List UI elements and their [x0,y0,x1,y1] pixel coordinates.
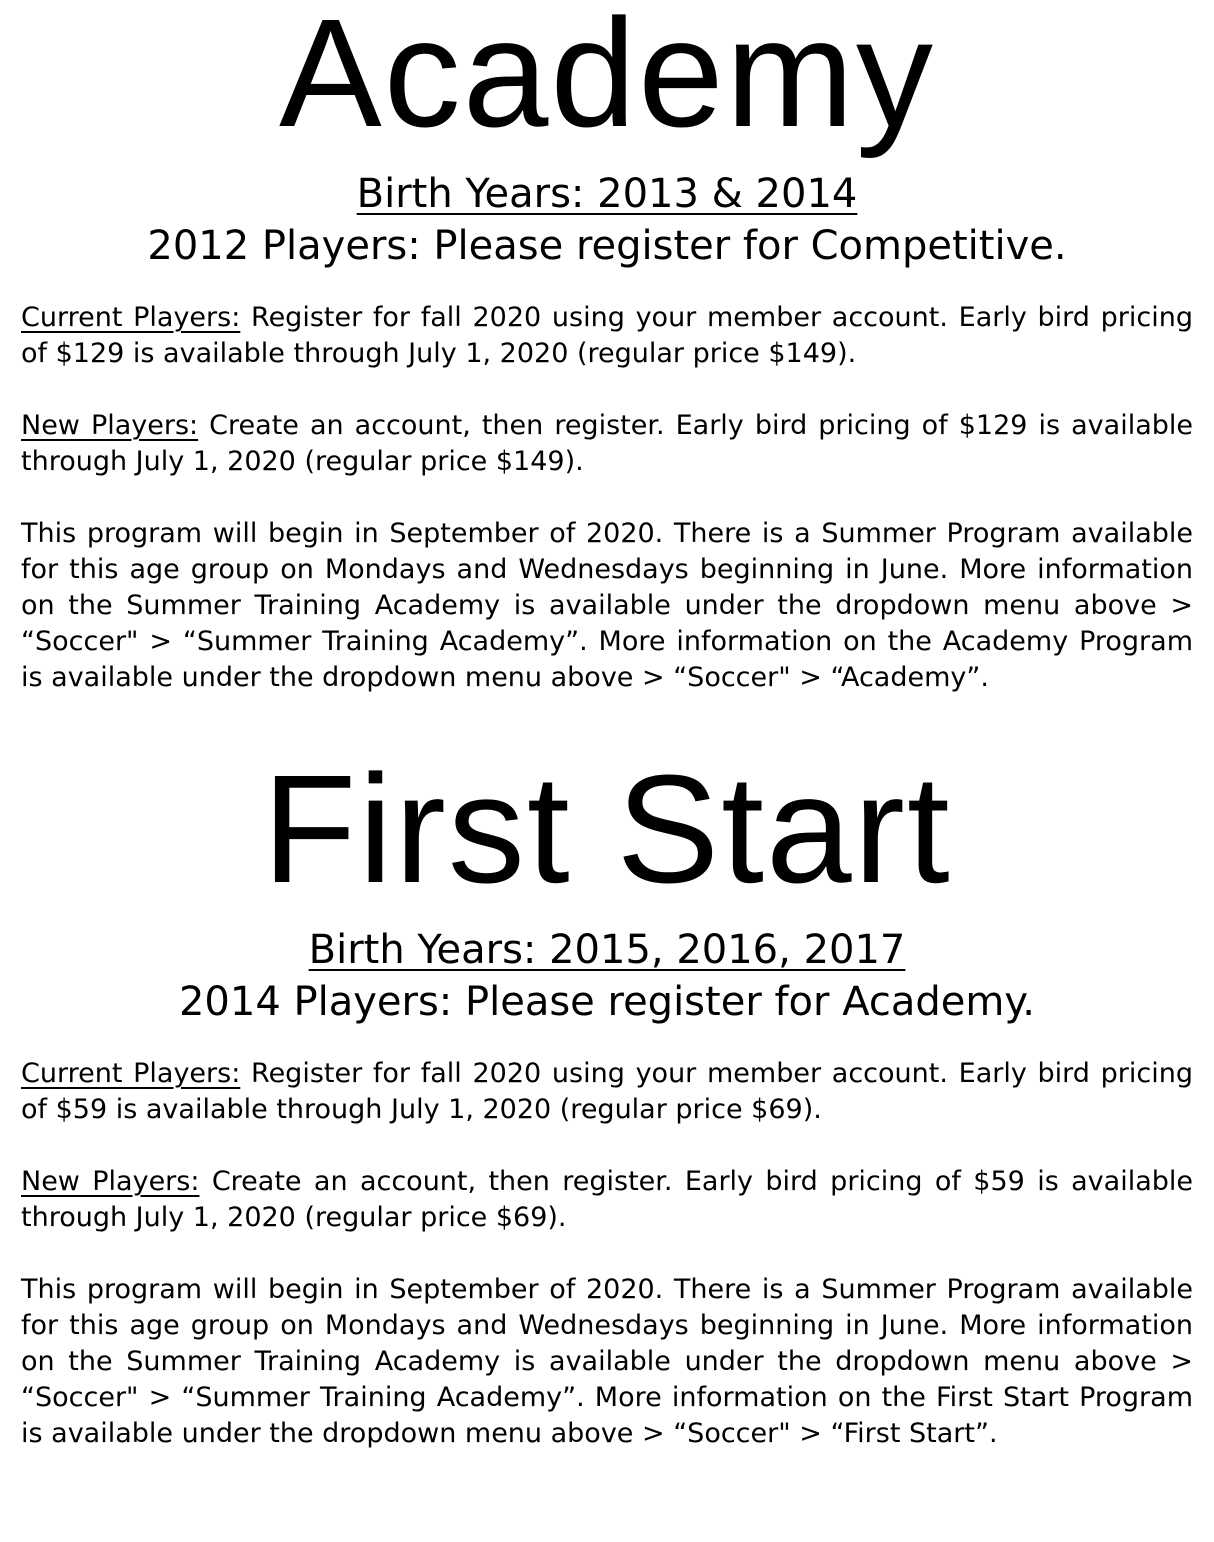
academy-current-players-text: Register for fall 2020 using your member account. Early bird pricing of $129 is available through July 1, 2020 (regular price $149). [21,302,1193,369]
academy-new-players [21,408,1193,480]
academy-section [21,0,1193,696]
first-start-current-players-text: Register for fall 2020 using your member account. Early bird pricing of $59 is available through July 1, 2020 (regular price $69). [21,1058,1193,1125]
academy-register-note: 2012 Players: Please register for Competitive. [147,223,1067,269]
academy-program-info: This program will begin in September of 2020. There is a Summer Program available for this age group on Mondays and Wednesdays beginning in June. More information on the Summer Training Academy is available under the dropdown menu above > “Soccer" > “Summer Training Academy”. More information on the Academy Program is available under the dropdown menu above > “Soccer" > “Academy”. [21,518,1193,693]
first-start-new-players-text: Create an account, then register. Early bird pricing of $59 is available through July 1, 2020 (regular price $69). [21,1166,1193,1233]
first-start-program-info: This program will begin in September of 2020. There is a Summer Program available for this age group on Mondays and Wednesdays beginning in June. More information on the Summer Training Academy is available under the dropdown menu above > “Soccer" > “Summer Training Academy”. More information on the First Start Program is available under the dropdown menu above > “Soccer" > “First Start”. [21,1274,1193,1449]
academy-current-players-label: Current Players: [21,302,241,333]
first-start-birth-years-text: Birth Years: 2015, 2016, 2017 [308,927,906,973]
first-start-new-players-label: New Players: [21,1166,200,1197]
academy-new-players-text: Create an account, then register. Early bird pricing of $129 is available through July 1, 2020 (regular price $149). [21,410,1193,477]
academy-new-players-label: New Players: [21,410,199,441]
academy-title: Academy [279,0,935,159]
academy-birth-years [21,170,1193,218]
first-start-register-note: 2014 Players: Please register for Academy. [178,979,1036,1025]
first-start-birth-years [21,926,1193,974]
first-start-current-players-label: Current Players: [21,1058,241,1089]
first-start-new-players [21,1164,1193,1236]
first-start-current-players [21,1056,1193,1128]
academy-birth-years-text: Birth Years: 2013 & 2014 [356,171,858,217]
academy-current-players [21,300,1193,372]
first-start-section [21,744,1193,1452]
first-start-title: First Start [262,743,952,915]
